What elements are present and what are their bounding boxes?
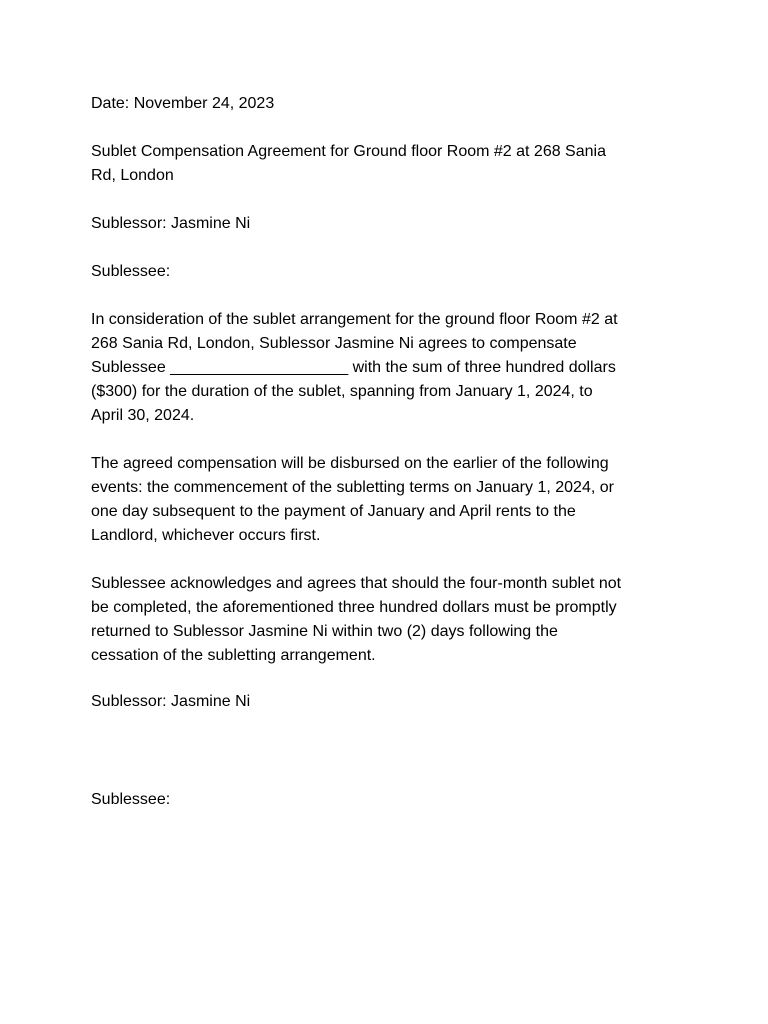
- document-date: [91, 92, 691, 116]
- paragraph-line: events: the commencement of the subletting terms on January 1, 2024, or: [91, 479, 614, 496]
- paragraph-line: In consideration of the sublet arrangement for the ground floor Room #2 at: [91, 311, 618, 328]
- date-line: Date: November 24, 2023: [91, 95, 275, 112]
- paragraph-line: one day subsequent to the payment of January and April rents to the: [91, 503, 576, 520]
- acknowledgement-paragraph: [91, 572, 691, 668]
- paragraph-line: 268 Sania Rd, London, Sublessor Jasmine Ni agrees to compensate: [91, 335, 577, 352]
- paragraph-line: The agreed compensation will be disbursed on the earlier of the following: [91, 455, 609, 472]
- paragraph-line: cessation of the subletting arrangement.: [91, 647, 376, 664]
- consideration-paragraph: [91, 308, 691, 428]
- paragraph-line: Sublessee acknowledges and agrees that should the four-month sublet not: [91, 575, 622, 592]
- sublessor-line: Sublessor: Jasmine Ni: [91, 215, 251, 232]
- sublessor-signature-block: [91, 690, 691, 714]
- paragraph-line: ($300) for the duration of the sublet, spanning from January 1, 2024, to: [91, 383, 593, 400]
- paragraph-line: Landlord, whichever occurs first.: [91, 527, 321, 544]
- title-line: Sublet Compensation Agreement for Ground floor Room #2 at 268 Sania: [91, 143, 606, 160]
- paragraph-line: returned to Sublessor Jasmine Ni within two (2) days following the: [91, 623, 558, 640]
- paragraph-line: Sublessee ____________________ with the sum of three hundred dollars: [91, 359, 616, 376]
- paragraph-line: April 30, 2024.: [91, 407, 195, 424]
- sublessor-party: [91, 212, 691, 236]
- sublessee-signature-label: Sublessee:: [91, 791, 171, 808]
- sublessee-line: Sublessee:: [91, 263, 171, 280]
- paragraph-line: be completed, the aforementioned three hundred dollars must be promptly: [91, 599, 617, 616]
- title-line: Rd, London: [91, 167, 174, 184]
- sublessee-party: [91, 260, 691, 284]
- sublessor-signature-label: Sublessor: Jasmine Ni: [91, 693, 251, 710]
- disbursement-paragraph: [91, 452, 691, 548]
- sublessee-signature-block: [91, 788, 691, 812]
- agreement-title: [91, 140, 691, 188]
